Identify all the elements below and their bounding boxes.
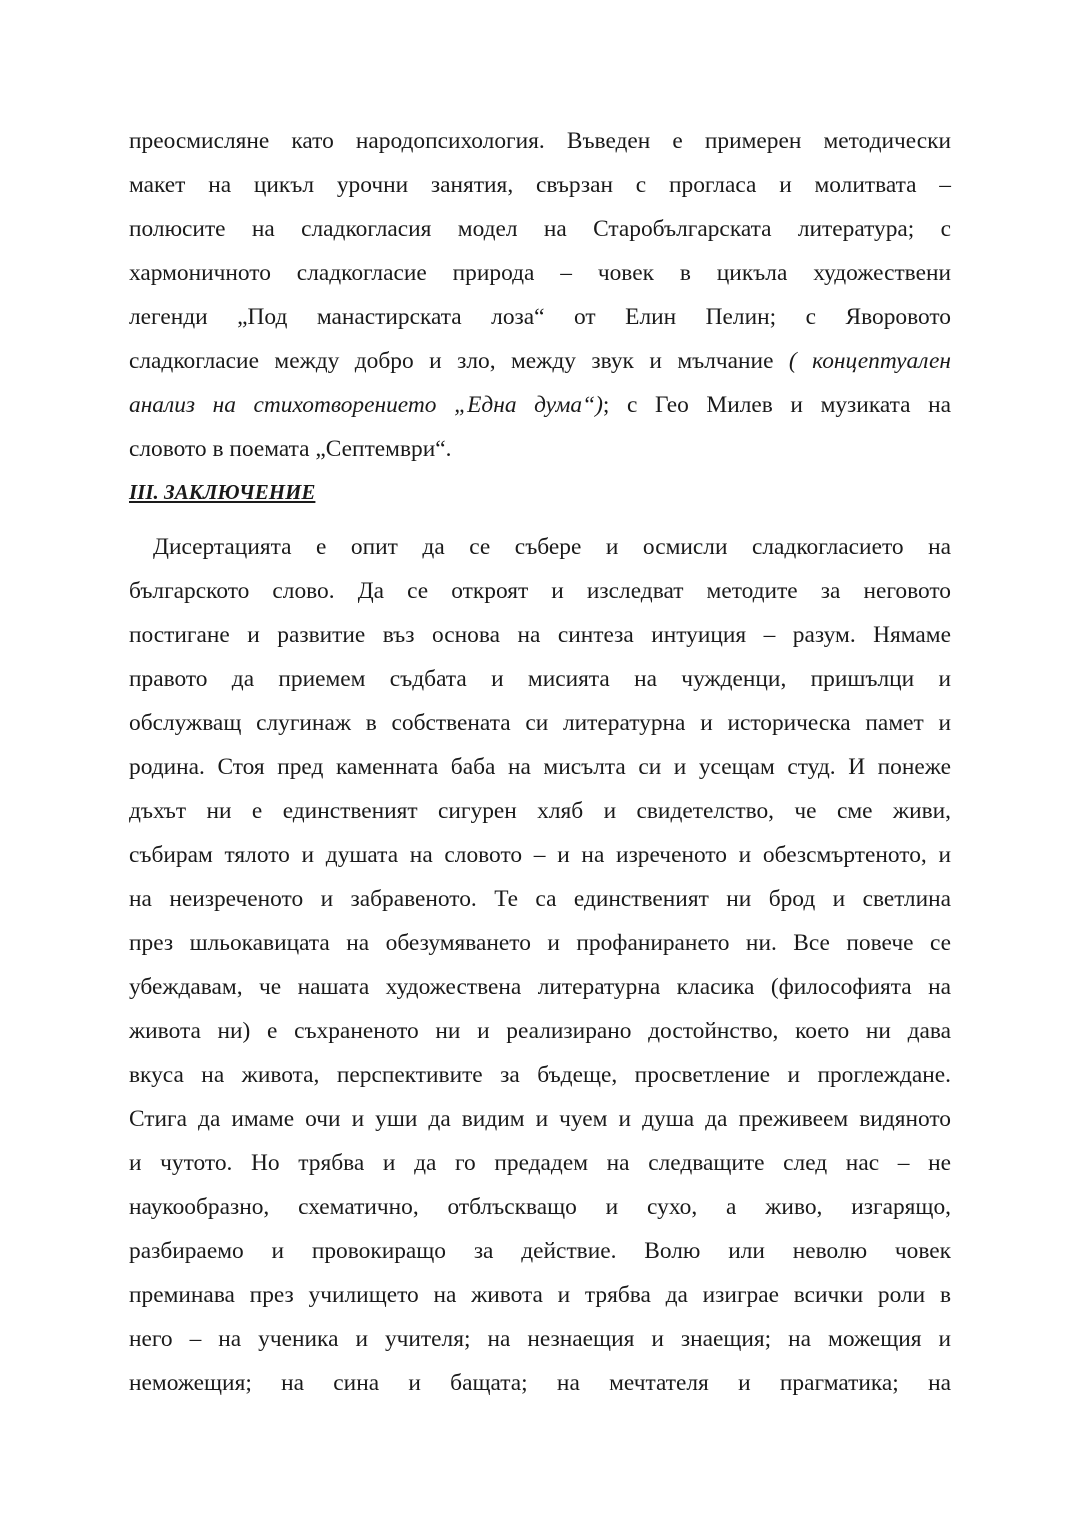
text-line: живота ни) е съхраненото ни и реализирано достойнство, което ни дава — [129, 1018, 951, 1044]
text-line: събирам тялото и душата на словото – и на изреченото и обезсмъртеното, и — [129, 842, 951, 868]
text-run: сладкогласие между добро и зло, между звук и мълчание — [129, 348, 789, 374]
text-line: през шльокавицата на обезумяването и профанирането ни. Все повече се — [129, 930, 951, 956]
text-line: родина. Стоя пред каменната баба на мисълта си и усещам студ. И понеже — [129, 754, 951, 780]
text-line: преосмисляне като народопсихология. Въведен е примерен методически — [129, 128, 951, 154]
text-line: макет на цикъл урочни занятия, свързан с прогласа и молитвата – — [129, 172, 951, 198]
text-line-mixed — [129, 346, 951, 390]
text-line: него – на ученика и учителя; на незнаещия и знаещия; на можещия и — [129, 1326, 951, 1352]
text-line: българското слово. Да се откроят и изследват методите за неговото — [129, 578, 951, 604]
text-line: разбираемо и провокиращо за действие. Волю или неволю човек — [129, 1238, 951, 1264]
text-line: убеждавам, че нашата художествена литературна класика (философията на — [129, 974, 951, 1000]
text-line: наукообразно, схематично, отблъскващо и сухо, а живо, изгарящо, — [129, 1194, 951, 1220]
section-heading: III. ЗАКЛЮЧЕНИЕ — [129, 480, 316, 504]
text-line: хармоничното сладкогласие природа – човек в цикъла художествени — [129, 260, 951, 286]
text-line: вкуса на живота, перспективите за бъдеще, просветление и проглеждане. — [129, 1062, 951, 1088]
text-line-mixed — [129, 390, 951, 434]
text-line: Дисертацията е опит да се събере и осмисли сладкогласието на — [153, 534, 951, 560]
text-line: неможещия; на сина и бащата; на мечтателя и прагматика; на — [129, 1370, 951, 1396]
text-line: Стига да имаме очи и уши да видим и чуем и душа да преживеем видяното — [129, 1106, 951, 1132]
text-line: легенди „Под манастирската лоза“ от Елин Пелин; с Яворовото — [129, 304, 951, 330]
text-line: и чутото. Но трябва и да го предадем на следващите след нас – не — [129, 1150, 951, 1176]
italic-run: ( концептуален — [788, 348, 952, 374]
text-line: преминава през училището на живота и трябва да изиграе всички роли в — [129, 1282, 951, 1308]
text-line: полюсите на сладкогласия модел на Старобългарската литература; с — [129, 216, 951, 242]
text-line: постигане и развитие въз основа на синтеза интуиция – разум. Нямаме — [129, 622, 951, 648]
text-line: словото в поемата „Септември“. — [129, 436, 452, 462]
italic-run: анализ на стихотворението „Една дума“) — [129, 392, 603, 418]
text-run: ; с Гео Милев и музиката на — [602, 392, 952, 418]
text-line: на неизреченото и забравеното. Те са единственият ни брод и светлина — [129, 886, 951, 912]
text-line: правото да приемем съдбата и мисията на чужденци, пришълци и — [129, 666, 951, 692]
text-line: обслужващ слугинаж в собствената си литературна и историческа памет и — [129, 710, 951, 736]
text-line: дъхът ни е единственият сигурен хляб и свидетелство, че сме живи, — [129, 798, 951, 824]
